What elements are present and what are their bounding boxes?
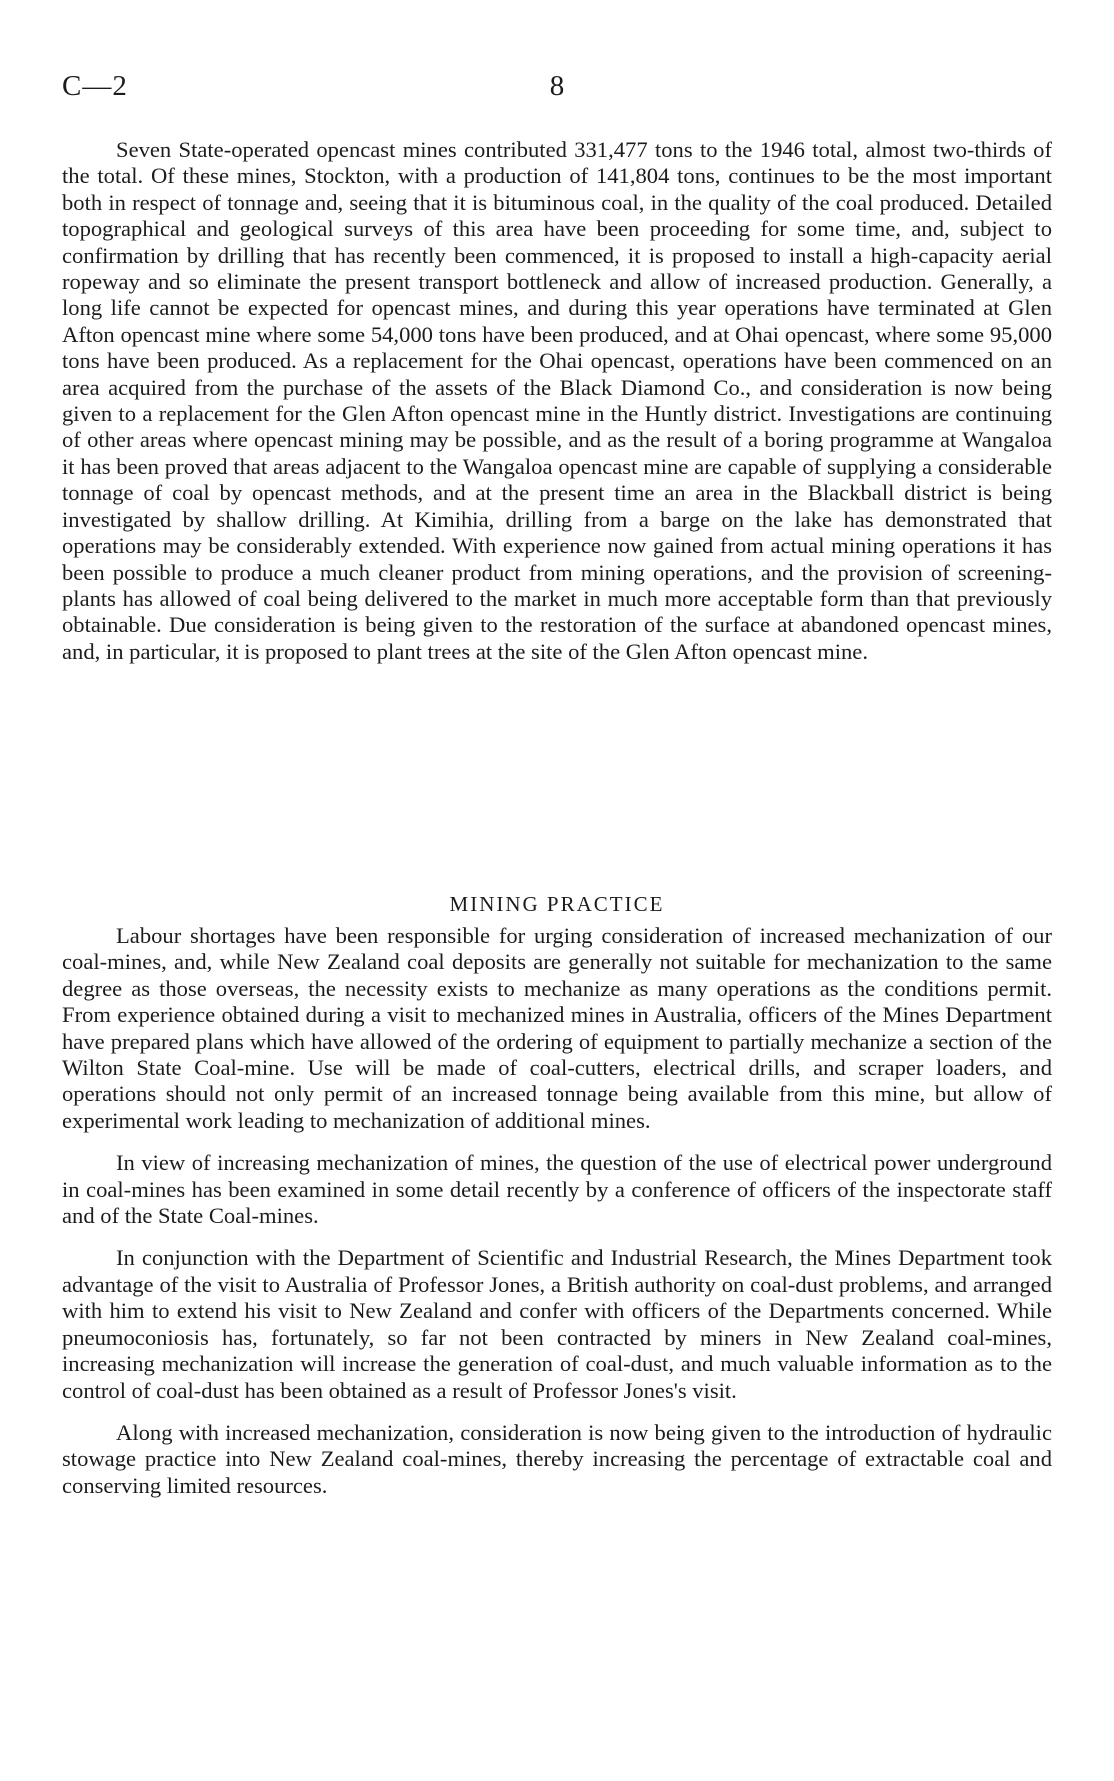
paragraph-electrical-power: In view of increasing mechanization of mines, the question of the use of electrical power underground in coal-mines has been examined in some detail recently by a conference of officers of the inspectorate staff and of the State Coal-mines.: [62, 1150, 1052, 1229]
paragraph-coal-dust: In conjunction with the Department of Scientific and Industrial Research, the Mines Department took advantage of the visit to Australia of Professor Jones, a British authority on coal-dust problems, and arranged with him to extend his visit to New Zealand and confer with officers of the Departments concerned. While pneumoconiosis has, fortunately, so far not been contracted by miners in New Zealand coal-mines, increasing mechanization will increase the generation of coal-dust, and much valuable information as to the control of coal-dust has been obtained as a result of Professor Jones's visit.: [62, 1245, 1052, 1403]
section-heading-mining-practice: MINING PRACTICE: [449, 892, 665, 916]
paragraph-labour-shortages: Labour shortages have been responsible for urging consideration of increased mechanization of our coal-mines, and, while New Zealand coal deposits are generally not suitable for mechanization to the same degree as those overseas, the necessity exists to mechanize as many operations as the conditions permit. From experience obtained during a visit to mechanized mines in Australia, officers of the Mines Department have prepared plans which have allowed of the ordering of equipment to partially mechanize a section of the Wilton State Coal-mine. Use will be made of coal-cutters, electrical drills, and scraper loaders, and operations should not only permit of an increased tonnage being available from this mine, but allow of experimental work leading to mechanization of additional mines.: [62, 923, 1052, 1133]
paragraph-opencast-mines: Seven State-operated opencast mines contributed 331,477 tons to the 1946 total, almost two-thirds of the total. Of these mines, Stockton, with a production of 141,804 tons, continues to be the most important both in respect of tonnage and, seeing that it is bituminous coal, in the quality of the coal produced. Detailed topographical and geological surveys of this area have been proceeding for some time, and, subject to confirmation by drilling that has recently been commenced, it is proposed to install a high-capacity aerial ropeway and so eliminate the present transport bottleneck and allow of increased production. Generally, a long life cannot be expected for opencast mines, and during this year operations have terminated at Glen Afton opencast mine where some 54,000 tons have been produced, and at Ohai opencast, where some 95,000 tons have been produced. As a replacement for the Ohai opencast, operations have been commenced on an area acquired from the purchase of the assets of the Black Diamond Co., and consideration is now being given to a replacement for the Glen Afton opencast mine in the Huntly district. Investigations are continuing of other areas where opencast mining may be possible, and as the result of a boring programme at Wangaloa it has been proved that areas adjacent to the Wangaloa opencast mine are capable of supplying a considerable tonnage of coal by opencast methods, and at the present time an area in the Blackball district is being investigated by shallow drilling. At Kimihia, drilling from a barge on the lake has demonstrated that operations may be considerably extended. With experience now gained from actual mining operations it has been possible to produce a much cleaner product from mining operations, and the provision of screening-plants has allowed of coal being delivered to the market in much more acceptable form than that previously obtainable. Due consideration is being given to the restoration of the surface at abandoned opencast mines, and, in particular, it is proposed to plant trees at the site of the Glen Afton opencast mine.: [62, 137, 1052, 664]
page-number: 8: [549, 70, 565, 102]
mining-practice-section: [62, 923, 1052, 1515]
page-header: [62, 70, 1052, 110]
section-reference: C—2: [62, 70, 128, 102]
paragraph-hydraulic-stowage: Along with increased mechanization, consideration is now being given to the introduction of hydraulic stowage practice into New Zealand coal-mines, thereby increasing the percentage of extractable coal and conserving limited resources.: [62, 1419, 1052, 1498]
opencast-mines-section: [62, 137, 1052, 681]
